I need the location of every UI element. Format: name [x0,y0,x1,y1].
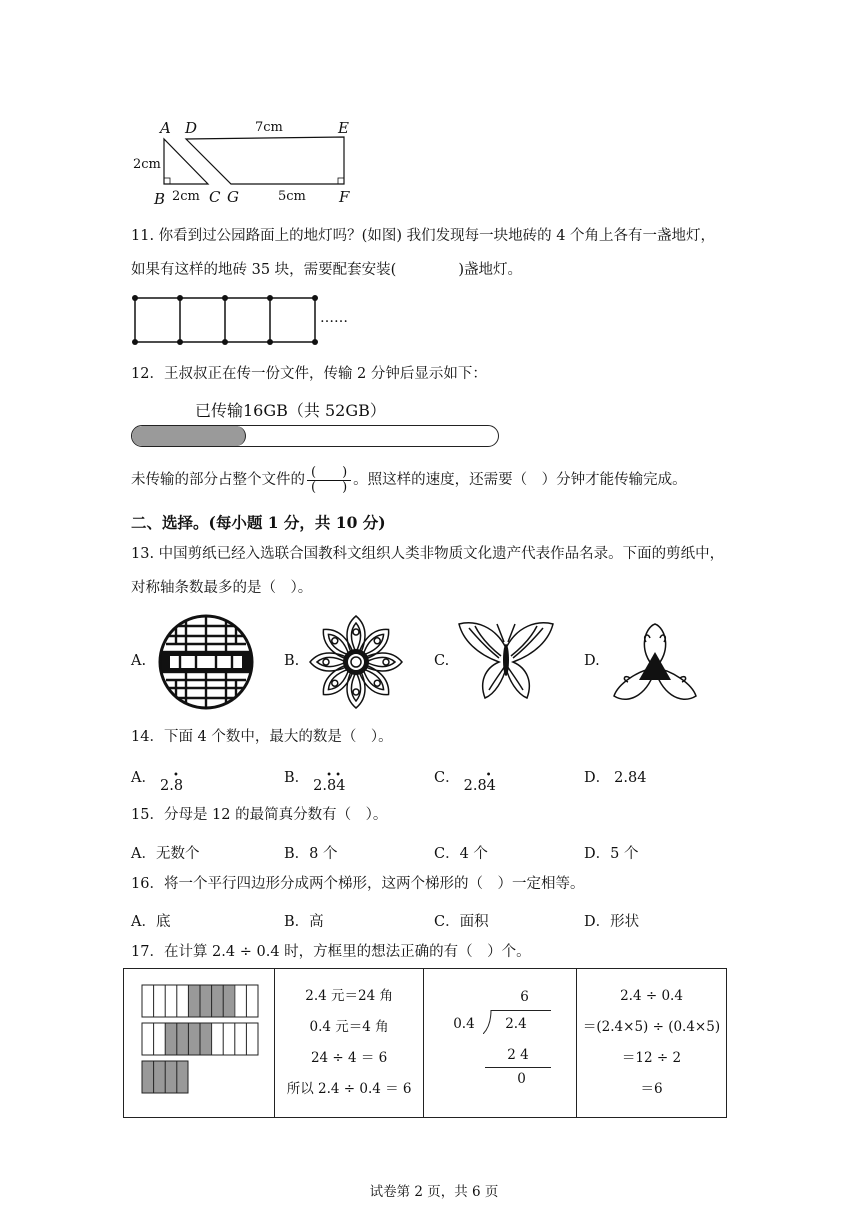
inv-line-1: 2.4 ÷ 0.4 [620,988,683,1004]
decimal-grid-figure [134,979,264,1103]
q13-option-b[interactable]: B. [284,653,300,669]
q15-option-d[interactable]: D．5 个 [584,846,639,862]
q11-line2 [131,259,522,281]
q14-a-value: 2.8 • [159,770,184,794]
q14-option-a[interactable] [131,766,184,794]
q14-d-value: 2.84 [614,770,647,786]
method-money-cell [274,969,424,1118]
money-line-2: 0.4 元＝4 角 [309,1019,389,1035]
method-long-division-cell [424,969,577,1118]
q12-line1: 12．王叔叔正在传一份文件，传输 2 分钟后显示如下： [131,366,487,382]
q14-c-label: C． [434,770,460,786]
method-invariance-cell [577,969,727,1118]
q15-line1: 15．分母是 12 的最简真分数有（ ）。 [131,807,388,823]
label-e: E [338,119,349,137]
q13-option-a[interactable]: A. [131,653,147,669]
q14-c-value: 2.84 • [463,770,496,794]
dim-bc: 2cm [172,189,200,204]
q12-line2 [131,462,687,498]
money-line-3: 24 ÷ 4 ＝ 6 [310,1050,388,1066]
ld-dividend: 2.4 [505,1016,527,1032]
dim-de: 7cm [255,120,283,135]
q14-option-d[interactable] [584,766,646,787]
q13-option-c[interactable]: C. [434,653,450,669]
label-g: G [227,188,239,206]
page-footer: 试卷第 2 页，共 6 页 [369,1184,499,1200]
dim-ab: 2cm [133,157,161,172]
dim-gf: 5cm [278,189,306,204]
label-f: F [339,188,350,206]
q11-line1: 11. 你看到过公园路面上的地灯吗？(如图) 我们发现每一块地砖的 4 个角上各有一盏地灯， [131,228,716,244]
inv-line-3: ＝12 ÷ 2 [621,1050,682,1066]
q15-option-a[interactable]: A．无数个 [131,846,200,862]
q14-line1: 14．下面 4 个数中，最大的数是（ ）。 [131,729,393,745]
q13-line1: 13. 中国剪纸已经入选联合国教科文组织人类非物质文化遗产代表作品名录。下面的剪纸中， [131,546,725,562]
q16-option-a[interactable]: A．底 [131,914,171,930]
q16-option-d[interactable]: D．形状 [584,914,640,930]
long-division [445,983,555,1103]
transfer-progress-bar [131,425,499,447]
trapezoid-dgfe [186,137,344,184]
q17-line1: 17．在计算 2.4 ÷ 0.4 时，方框里的想法正确的有（ ）个。 [131,944,531,960]
q13-option-d[interactable]: D. [584,653,600,669]
frac-denominator: ( ) [311,479,348,495]
q17-methods-table [123,968,727,1118]
label-d: D [185,119,198,137]
q11-line2-post: )盏地灯。 [458,262,522,278]
papercut-double-happiness-icon [156,612,256,712]
q12-fraction-blank[interactable] [307,466,351,495]
q13-line2: 对称轴条数最多的是（ ）。 [131,580,313,596]
inv-line-4: ＝6 [640,1081,663,1097]
progress-label: 已传输16GB（共 52GB） [195,401,386,420]
q14-option-b[interactable] [284,766,346,794]
q12-line2-post: 。照这样的速度，还需要（ ）分钟才能传输完成。 [353,472,687,488]
ld-remainder: 0 [517,1071,526,1087]
papercut-triangle-flower-icon [608,620,702,708]
label-b: B [154,190,166,208]
q12-line2-pre: 未传输的部分占整个文件的 [131,472,305,488]
triangle-abc [164,139,208,184]
q15-option-c[interactable]: C．4 个 [434,846,488,862]
method-grid-cell [124,969,275,1118]
q14-b-value: 2.84 • • [313,770,346,794]
q16-line1: 16．将一个平行四边形分成两个梯形，这两个梯形的（ ）一定相等。 [131,876,585,892]
tile-ellipsis: …… [320,310,348,326]
papercut-flower-icon [306,612,406,712]
q11-line2-pre: 如果有这样的地砖 35 块，需要配套安装( [131,262,397,278]
q14-a-label: A． [131,770,156,786]
q14-b-label: B． [284,770,310,786]
ld-product: 2 4 [507,1047,529,1063]
frac-numerator: ( ) [307,466,351,481]
floor-tile-grid-figure [130,292,326,348]
inv-line-2: ＝(2.4×5) ÷ (0.4×5) [582,1019,721,1035]
money-line-4: 所以 2.4 ÷ 0.4 ＝ 6 [286,1081,412,1097]
q15-option-b[interactable]: B．8 个 [284,846,338,862]
q14-option-c[interactable] [434,766,496,794]
q14-d-label: D． [584,770,611,786]
money-line-1: 2.4 元＝24 角 [305,988,393,1004]
label-c: C [209,188,221,206]
q16-option-b[interactable]: B．高 [284,914,324,930]
papercut-butterfly-icon [455,618,557,706]
section-title: 二、选择。(每小题 1 分，共 10 分) [131,513,386,532]
label-a: A [160,119,171,137]
q16-option-c[interactable]: C．面积 [434,914,489,930]
progress-fill [132,426,246,446]
ld-divisor: 0.4 [453,1016,475,1032]
ld-quotient: 6 [520,989,529,1005]
